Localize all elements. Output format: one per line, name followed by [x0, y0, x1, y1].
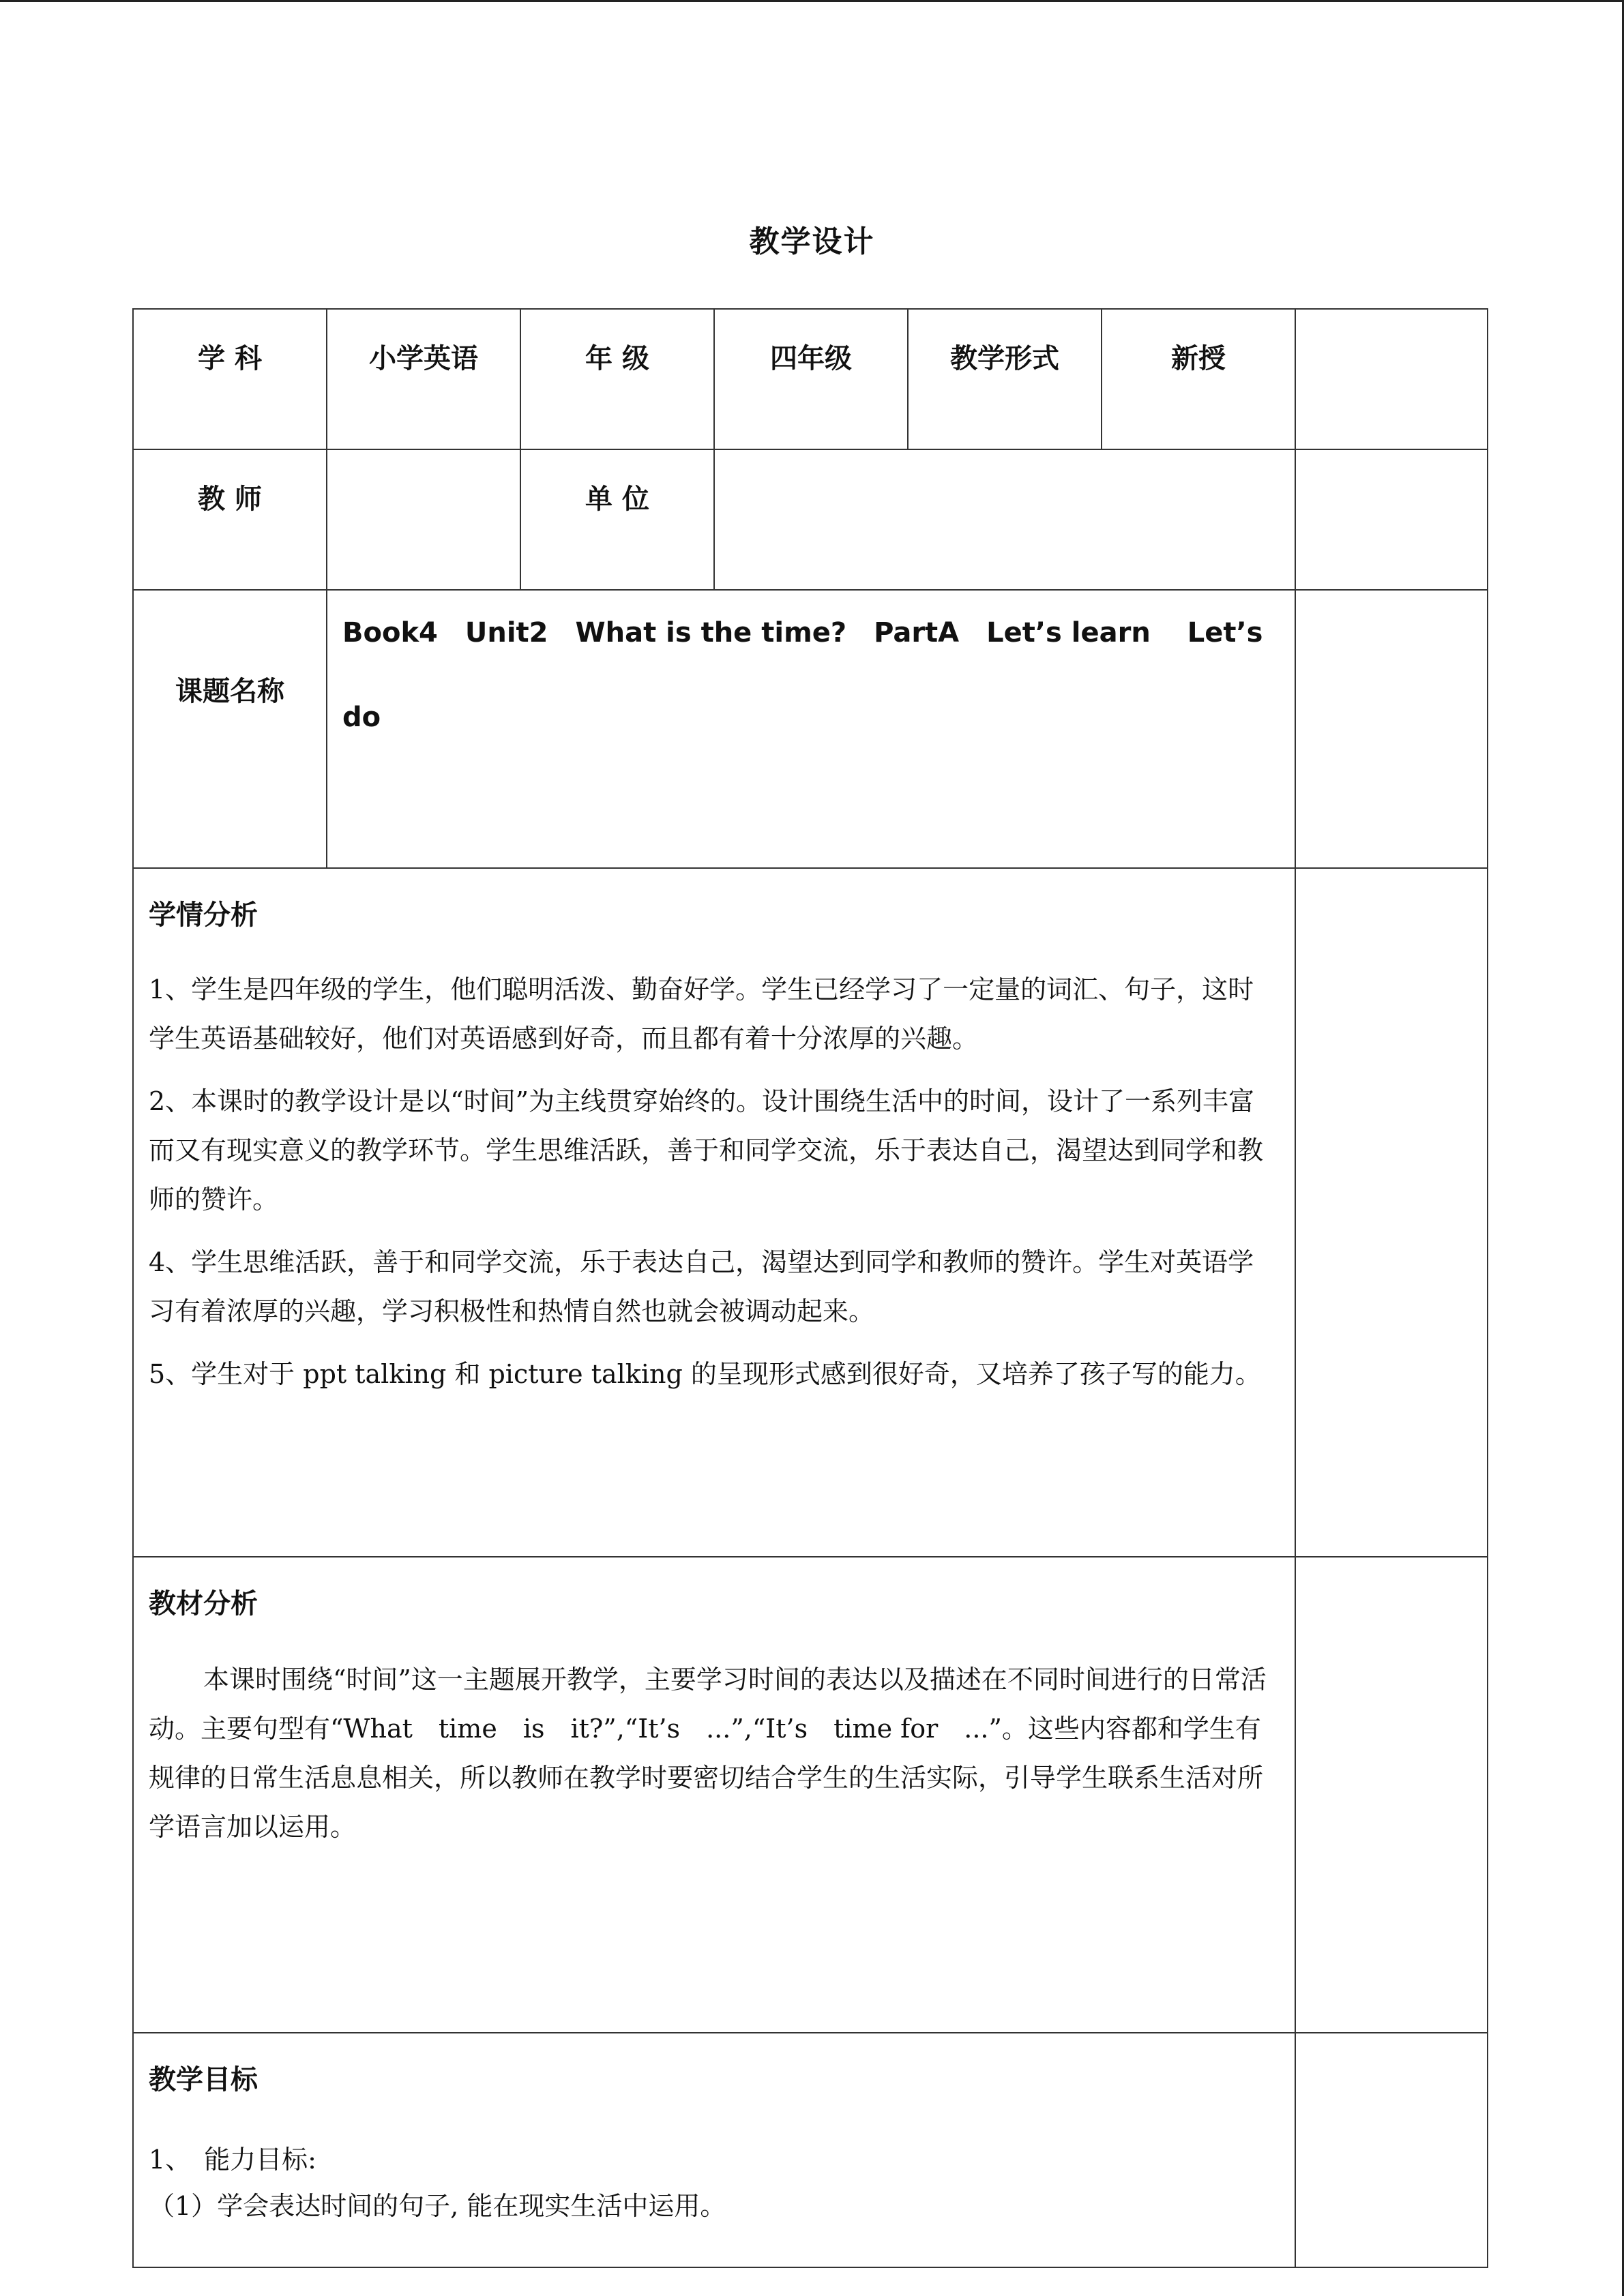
- topic-line-2: do: [342, 702, 381, 733]
- page-title: 教学设计: [749, 224, 875, 259]
- student-analysis-heading: 学情分析: [149, 899, 258, 931]
- margin-cell: [1295, 309, 1488, 449]
- form-label-cell: [908, 309, 1102, 449]
- student-analysis-item: 5、学生对于 ppt talking 和 picture talking 的呈现形式感到很好奇，又培养了孩子写的能力。: [149, 1359, 1261, 1389]
- grade-label: 年 级: [585, 343, 649, 374]
- margin-cell: [1295, 1557, 1488, 2033]
- margin-cell: [1295, 868, 1488, 1557]
- grade-label-cell: [520, 309, 714, 449]
- lesson-plan-table: [132, 308, 1488, 2268]
- margin-cell: [1295, 2033, 1488, 2267]
- material-analysis-heading: 教材分析: [149, 1588, 258, 1620]
- margin-cell: [1295, 449, 1488, 590]
- grade-value: 四年级: [770, 343, 852, 374]
- topic-label-cell: [133, 590, 327, 868]
- material-analysis-cell: [133, 1557, 1295, 2033]
- form-label: 教学形式: [950, 343, 1059, 374]
- info-row-teacher: [133, 449, 1488, 590]
- topic-value-cell: [327, 590, 1295, 868]
- student-analysis-item: 1、学生是四年级的学生，他们聪明活泼、勤奋好学。学生已经学习了一定量的词汇、句子，这时学生英语基础较好，他们对英语感到好奇，而且都有着十分浓厚的兴趣。: [149, 974, 1254, 1054]
- teacher-value-cell: [327, 449, 520, 590]
- student-analysis-cell: [133, 868, 1295, 1557]
- student-analysis-row: [133, 868, 1488, 1557]
- student-analysis-item: 2、本课时的教学设计是以“时间”为主线贯穿始终的。设计围绕生活中的时间，设计了一系列丰富而又有现实意义的教学环节。学生思维活跃，善于和同学交流，乐于表达自己，渴望达到同学和教师的赞许。: [149, 1086, 1264, 1214]
- subject-value: 小学英语: [369, 343, 478, 374]
- teaching-goals-heading: 教学目标: [149, 2064, 258, 2096]
- teacher-label: 教 师: [198, 483, 262, 515]
- subject-label: 学 科: [198, 343, 262, 374]
- material-analysis-row: [133, 1557, 1488, 2033]
- subject-value-cell: [327, 309, 520, 449]
- goal-line-1: 1、 能力目标:: [149, 2145, 316, 2175]
- teaching-goals-row: [133, 2033, 1488, 2267]
- student-analysis-item: 4、学生思维活跃，善于和同学交流，乐于表达自己，渴望达到同学和教师的赞许。学生对英语学习有着浓厚的兴趣，学习积极性和热情自然也就会被调动起来。: [149, 1247, 1254, 1326]
- form-value-cell: [1102, 309, 1295, 449]
- subject-label-cell: [133, 309, 327, 449]
- teacher-label-cell: [133, 449, 327, 590]
- goal-line-2: （1）学会表达时间的句子, 能在现实生活中运用。: [149, 2191, 726, 2221]
- unit-label: 单 位: [585, 483, 649, 515]
- unit-label-cell: [520, 449, 714, 590]
- margin-cell: [1295, 590, 1488, 868]
- teaching-goals-cell: [133, 2033, 1295, 2267]
- form-value: 新授: [1171, 343, 1226, 374]
- info-row-subject: [133, 309, 1488, 449]
- unit-value-cell: [714, 449, 1295, 590]
- topic-line-1: Book4 Unit2 What is the time? PartA Let’s learn Let’s: [342, 617, 1263, 648]
- grade-value-cell: [714, 309, 908, 449]
- info-row-topic: [133, 590, 1488, 868]
- topic-label: 课题名称: [175, 676, 284, 707]
- material-analysis-text: 本课时围绕“时间”这一主题展开教学，主要学习时间的表达以及描述在不同时间进行的日常活动。主要句型有“What time is it?”,“It’s ...”,“It’s time for ...”。这些内容都和学生有规律的日常生活息息相关，所以教师在教学时要密切结合学生的生活实际，引导学生联系生活对所学语言加以运用。: [149, 1665, 1267, 1842]
